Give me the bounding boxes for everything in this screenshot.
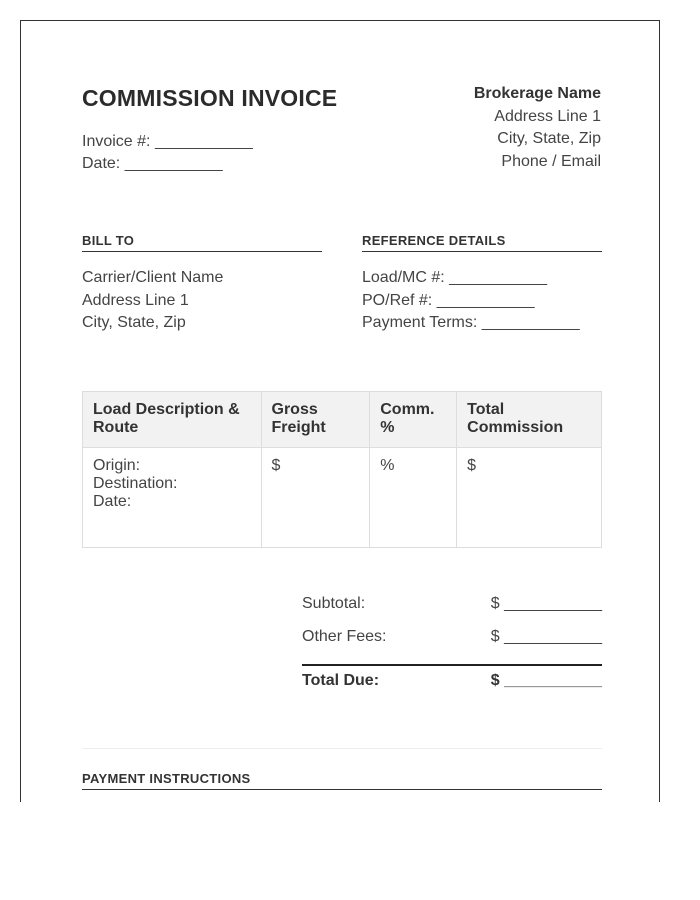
load-table — [82, 391, 602, 548]
header-total-commission: Total Commission — [457, 392, 602, 448]
invoice-page — [20, 20, 660, 802]
other-fees-label: Other Fees: — [302, 628, 387, 645]
other-fees-row — [302, 628, 602, 648]
subtotal-row — [302, 595, 602, 615]
invoice-date-line — [82, 155, 223, 173]
reference-terms: Payment Terms: ___________ — [362, 314, 580, 331]
subtotal-value: $ ___________ — [490, 595, 602, 612]
cell-total-commission: $ — [457, 448, 602, 548]
total-due-row — [302, 672, 602, 692]
table-row — [83, 448, 602, 548]
total-due-value: $ ___________ — [490, 672, 602, 689]
invoice-date-blank: ___________ — [124, 155, 223, 172]
invoice-number-label: Invoice #: — [82, 133, 151, 150]
header-comm-percent: Comm. % — [370, 392, 457, 448]
bill-to-heading: BILL TO — [82, 233, 322, 252]
invoice-number-line — [82, 133, 253, 151]
total-due-label: Total Due: — [302, 672, 380, 689]
reference-block — [362, 267, 580, 335]
cell-gross-freight: $ — [261, 448, 370, 548]
invoice-date-label: Date: — [82, 155, 121, 172]
brokerage-address: Address Line 1 — [494, 107, 601, 125]
subtotal-label: Subtotal: — [302, 595, 366, 612]
section-divider — [82, 748, 602, 749]
header-gross-freight: Gross Freight — [261, 392, 370, 448]
brokerage-block — [474, 83, 601, 173]
invoice-number-blank: ___________ — [154, 133, 253, 150]
table-header-row — [83, 392, 602, 448]
cell-comm-percent: % — [370, 448, 457, 548]
brokerage-city: City, State, Zip — [497, 130, 601, 147]
brokerage-name: Brokerage Name — [473, 85, 601, 102]
totals-divider — [302, 664, 602, 666]
header-load-description: Load Description & Route — [83, 392, 262, 448]
cell-load-description — [83, 448, 262, 548]
load-date-label: Date: — [93, 493, 132, 510]
reference-po-ref: PO/Ref #: ___________ — [362, 291, 535, 309]
bill-to-city: City, State, Zip — [82, 314, 186, 331]
other-fees-value: $ ___________ — [490, 628, 602, 645]
reference-heading: REFERENCE DETAILS — [362, 233, 602, 252]
invoice-title: COMMISSION INVOICE — [82, 85, 338, 111]
payment-instructions-heading: PAYMENT INSTRUCTIONS — [82, 771, 602, 790]
reference-load-mc: Load/MC #: ___________ — [362, 269, 548, 286]
bill-to-block — [82, 267, 223, 335]
destination-label: Destination: — [93, 475, 178, 492]
bill-to-name: Carrier/Client Name — [82, 269, 224, 286]
origin-label: Origin: — [93, 457, 141, 474]
brokerage-contact: Phone / Email — [501, 152, 601, 170]
bill-to-address: Address Line 1 — [82, 291, 189, 309]
